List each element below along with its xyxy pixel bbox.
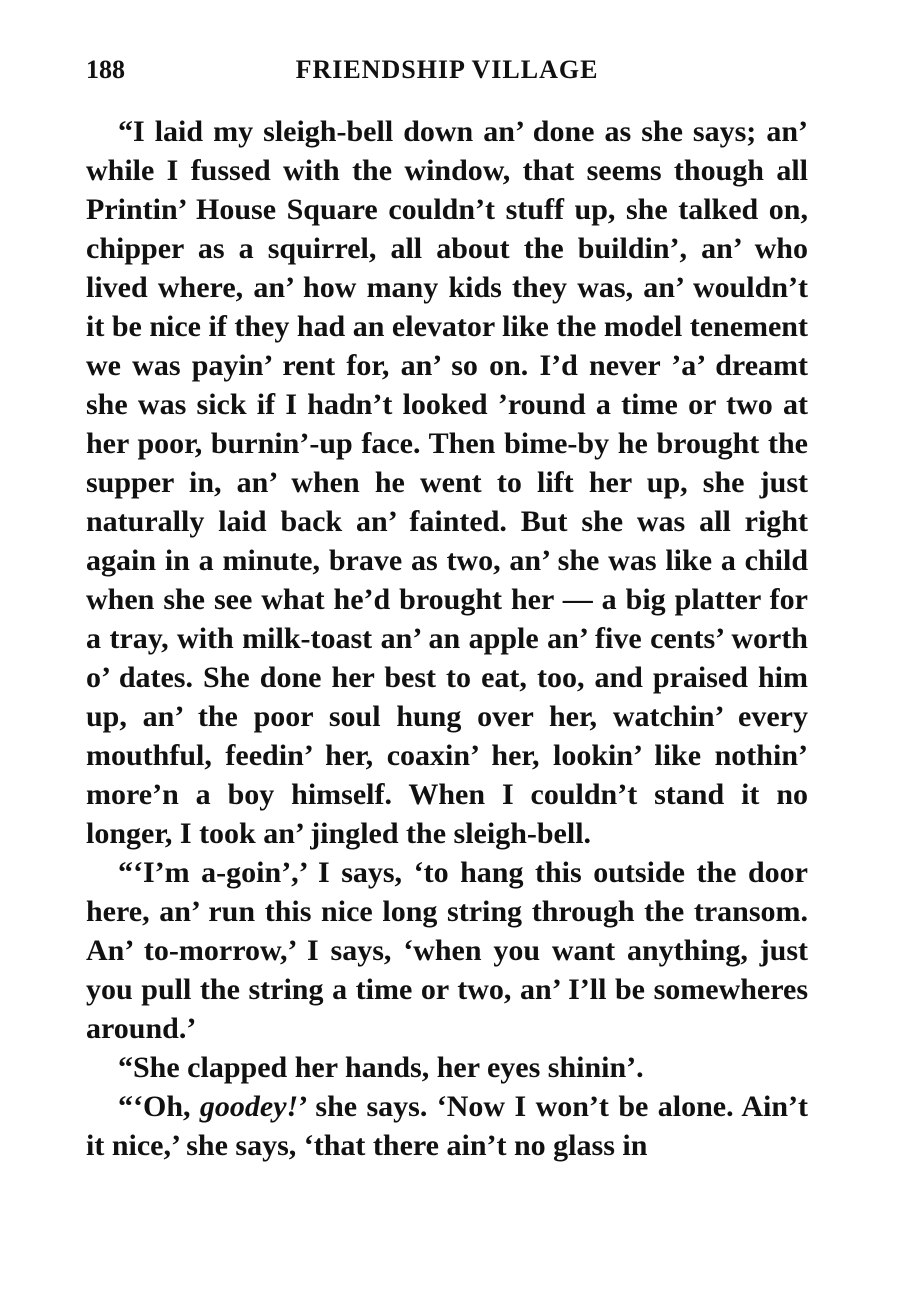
goodey-continuation: ’ she says. ‘Now I won’t be alone. Ain’t it nice,’ she says, ‘that there ain’t no glass in [86, 1090, 808, 1162]
page-number: 188 [86, 55, 125, 84]
goodey-emphasis: goodey! [199, 1090, 299, 1123]
goodey-opening: “‘Oh, [118, 1090, 200, 1123]
book-page [86, 52, 808, 1165]
body-text [86, 112, 808, 1165]
running-head [86, 52, 808, 92]
paragraph-sleigh-bell: “I laid my sleigh-bell down an’ done as she says; an’ while I fussed with the window, that seems though all Printin’ House Square couldn’t stuff up, she talked on, chipper as a squirrel, all about the buildin’, an’ who lived where, an’ how many kids they was, an’ wouldn’t it be nice if they had an elevator like the model tenement we was payin’ rent for, an’ so on. I’d never ’a’ dreamt she was sick if I hadn’t looked ’round a time or two at her poor, burnin’-up face. Then bime-by he brought the supper in, an’ when he went to lift her up, she just naturally laid back an’ fainted. But she was all right again in a minute, brave as two, an’ she was like a child when she see what he’d brought her — a big platter for a tray, with milk-toast an’ an apple an’ five cents’ worth o’ dates. She done her best to eat, too, and praised him up, an’ the poor soul hung over her, watchin’ every mouthful, feedin’ her, coaxin’ her, lookin’ like nothin’ more’n a boy himself. When I couldn’t stand it no longer, I took an’ jingled the sleigh-bell. [86, 115, 808, 850]
paragraph-clapped-hands: “She clapped her hands, her eyes shinin’. [118, 1051, 644, 1084]
paragraph-goodey [86, 1087, 808, 1165]
paragraph-hang-string: “‘I’m a-goin’,’ I says, ‘to hang this outside the door here, an’ run this nice long string through the transom. An’ to-morrow,’ I says, ‘when you want anything, just you pull the string a time or two, an’ I’ll be somewheres around.’ [86, 856, 808, 1045]
book-title: FRIENDSHIP VILLAGE [295, 55, 599, 84]
